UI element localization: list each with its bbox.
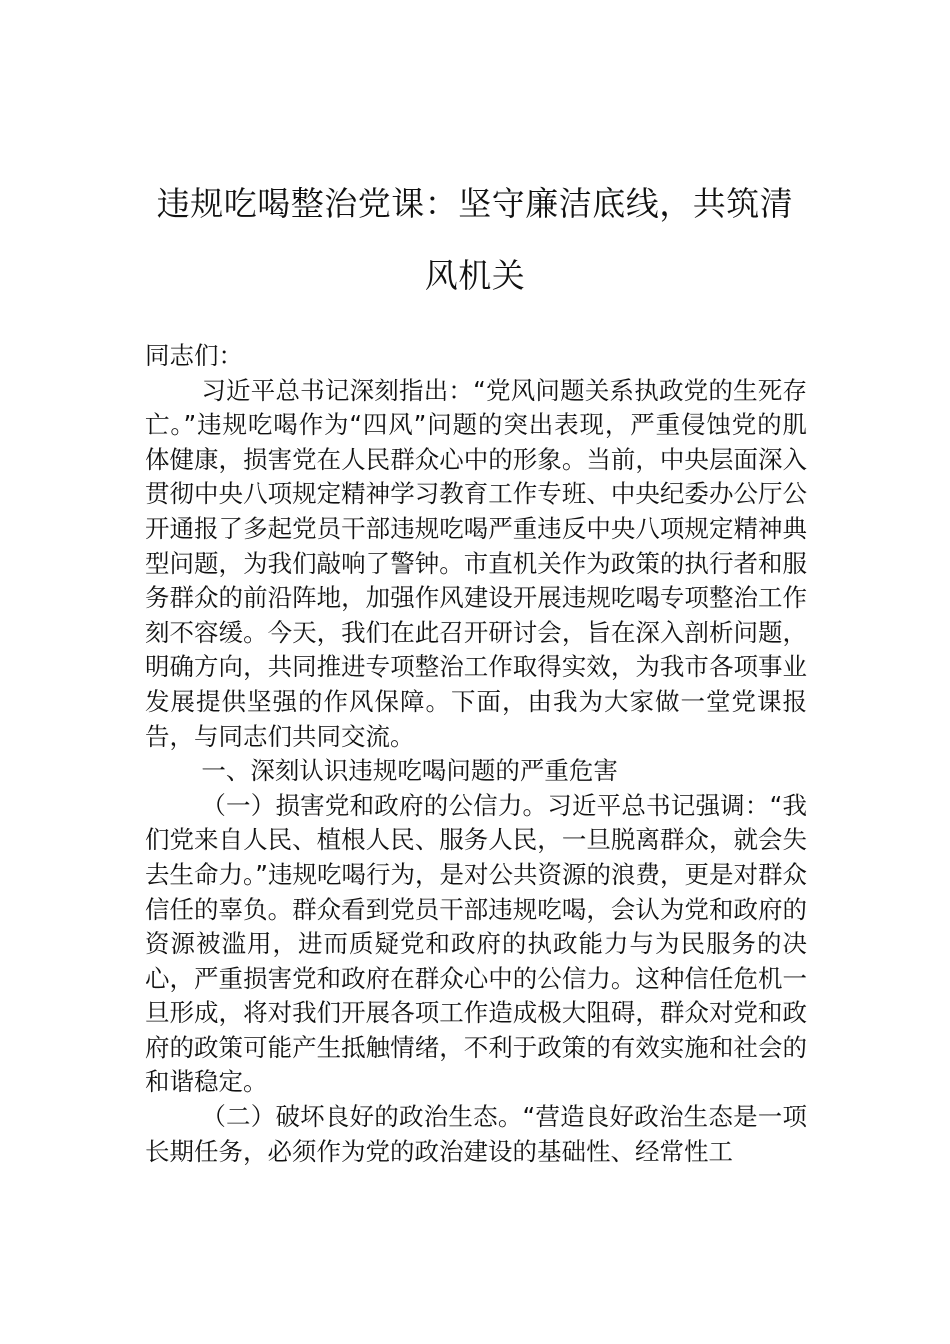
subsection-paragraph-1: （一）损害党和政府的公信力。习近平总书记强调：“我们党来自人民、植根人民、服务人民，一旦脱离群众，就会失去生命力。”违规吃喝行为，是对公共资源的浪费，更是对群众信任的辜负。群众看到党员干部违规吃喝，会认为党和政府的资源被滥用，进而质疑党和政府的执政能力与为民服务的决心，严重损害党和政府在群众心中的公信力。这种信任危机一旦形成，将对我们开展各项工作造成极大阻碍，群众对党和政府的政策可能产生抵触情绪，不利于政策的有效实施和社会的和谐稳定。 [145,790,807,1097]
section-heading: 一、深刻认识违规吃喝问题的严重危害 [201,756,618,786]
intro-paragraph: 习近平总书记深刻指出：“党风问题关系执政党的生死存亡。”违规吃喝作为“四风”问题的突出表现，严重侵蚀党的肌体健康，损害党在人民群众心中的形象。当前，中央层面深入贯彻中央八项规定精神学习教育工作专班、中央纪委办公厅公开通报了多起党员干部违规吃喝严重违反中央八项规定精神典型问题，为我们敲响了警钟。市直机关作为政策的执行者和服务群众的前沿阵地，加强作风建设开展违规吃喝专项整治工作刻不容缓。今天，我们在此召开研讨会，旨在深入剖析问题，明确方向，共同推进专项整治工作取得实效，为我市各项事业发展提供坚强的作风保障。下面，由我为大家做一堂党课报告，与同志们共同交流。 [145,375,807,751]
document-title: 违规吃喝整治党课：坚守廉洁底线，共筑清风机关 [156,184,794,295]
subsection-paragraph-2: （二）破坏良好的政治生态。“营造良好政治生态是一项长期任务，必须作为党的政治建设的基础性、经常性工 [145,1102,807,1166]
salutation: 同志们： [145,341,243,370]
document-body [145,339,807,1169]
